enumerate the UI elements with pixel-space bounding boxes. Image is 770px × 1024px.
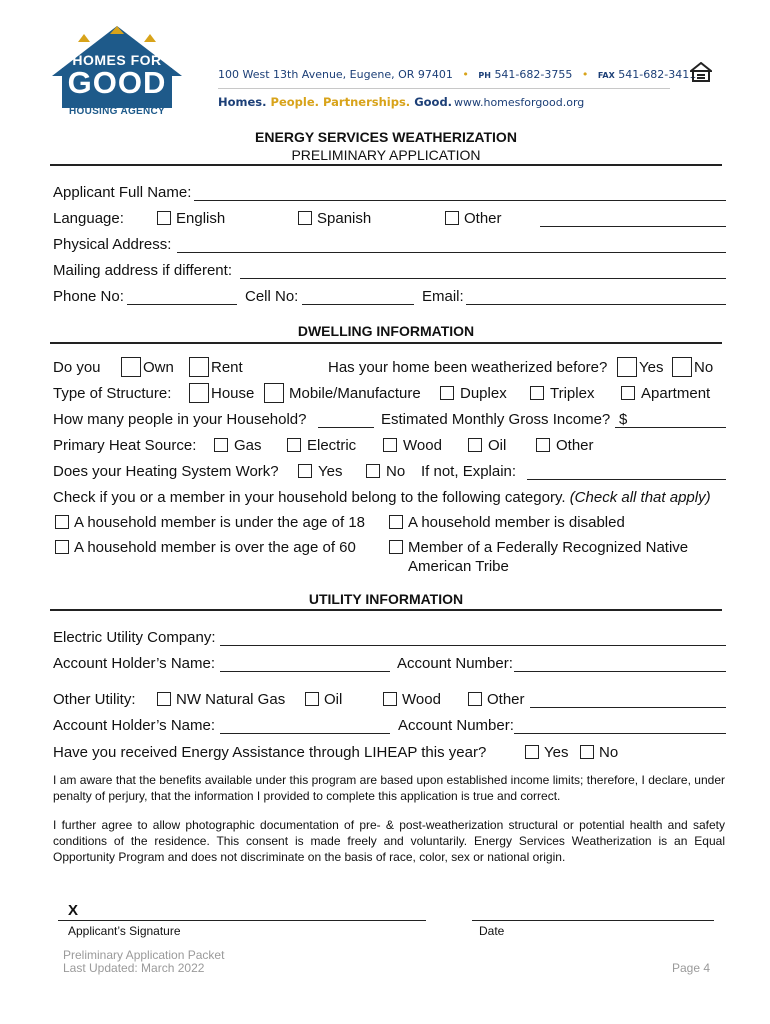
mobile-label: Mobile/Manufacture (289, 385, 421, 402)
mailing-address-field[interactable] (240, 278, 726, 279)
phone-label: Phone No: (53, 288, 124, 305)
dwelling-rule (50, 342, 722, 344)
phone-label: PH (478, 71, 491, 80)
utility-oil-label: Oil (324, 691, 343, 708)
tribe-checkbox[interactable] (389, 540, 403, 554)
over60-checkbox[interactable] (55, 540, 69, 554)
apartment-label: Apartment (641, 385, 711, 402)
declaration-paragraph: I am aware that the benefits available under this program are based upon established income limits; therefore, I declare, under penalty of perjury, that the information I provided to complete this application is true and correct. (53, 773, 725, 803)
lang-english-label: English (176, 210, 226, 227)
weatherized-no-label: No (694, 359, 714, 376)
lang-spanish-label: Spanish (317, 210, 372, 227)
structure-label: Type of Structure: (53, 385, 172, 402)
heating-yes-checkbox[interactable] (298, 464, 312, 478)
fax-label: FAX (597, 71, 615, 80)
agency-address: 100 West 13th Avenue, Eugene, OR 97401 (218, 68, 453, 81)
utility-rule (50, 609, 722, 611)
footer-packet: Preliminary Application Packet (63, 948, 225, 962)
lang-english-checkbox[interactable] (157, 211, 171, 225)
duplex-checkbox[interactable] (440, 386, 454, 400)
footer-updated: Last Updated: March 2022 (63, 961, 205, 975)
under18-checkbox[interactable] (55, 515, 69, 529)
utility-other-checkbox[interactable] (468, 692, 482, 706)
tag-good: Good. (414, 95, 453, 109)
utility-wood-label: Wood (402, 691, 441, 708)
lang-other-label: Other (464, 210, 502, 227)
nw-gas-checkbox[interactable] (157, 692, 171, 706)
date-label: Date (479, 924, 505, 938)
consent-paragraph: I further agree to allow photographic documentation of pre- & post-weatherization structural or potential health and safety conditions of the residence. This consent is made freely and voluntarily. Energy Services Weatherization is an Equal Opportunity Program and does not discriminate on the basis of race, color, sex or national origin. (53, 818, 725, 864)
logo-line1: HOMES FOR (72, 52, 162, 68)
lang-spanish-checkbox[interactable] (298, 211, 312, 225)
holder1-field[interactable] (220, 671, 390, 672)
own-label: Own (143, 359, 174, 376)
heating-yes-label: Yes (318, 463, 343, 480)
full-name-label: Applicant Full Name: (53, 184, 192, 201)
under18-label: A household member is under the age of 18 (74, 514, 366, 531)
rent-label: Rent (211, 359, 243, 376)
explain-field[interactable] (527, 479, 726, 480)
tag-people: People. (270, 95, 320, 109)
triplex-label: Triplex (550, 385, 595, 402)
rent-checkbox[interactable] (189, 357, 209, 377)
account2-label: Account Number: (398, 717, 514, 734)
logo-line3: HOUSING AGENCY (68, 106, 166, 117)
agency-contact-line (218, 68, 696, 81)
liheap-yes-checkbox[interactable] (525, 745, 539, 759)
full-name-field[interactable] (194, 200, 726, 201)
duplex-label: Duplex (460, 385, 507, 402)
email-field[interactable] (466, 304, 726, 305)
category-question-text: Check if you or a member in your household belong to the following category. (53, 489, 566, 506)
income-field[interactable] (615, 427, 726, 428)
check-all-note: (Check all that apply) (569, 489, 711, 506)
heat-wood-checkbox[interactable] (383, 438, 397, 452)
holder2-field[interactable] (220, 733, 390, 734)
house-checkbox[interactable] (189, 383, 209, 403)
email-label: Email: (422, 288, 464, 305)
utility-wood-checkbox[interactable] (383, 692, 397, 706)
signature-label: Applicant’s Signature (68, 924, 181, 938)
account1-field[interactable] (514, 671, 726, 672)
heating-works-question: Does your Heating System Work? (53, 463, 279, 480)
liheap-no-checkbox[interactable] (580, 745, 594, 759)
dwelling-heading: DWELLING INFORMATION (297, 323, 475, 339)
account2-field[interactable] (514, 733, 726, 734)
account1-label: Account Number: (397, 655, 513, 672)
electric-utility-field[interactable] (220, 645, 726, 646)
heat-wood-label: Wood (403, 437, 442, 454)
apartment-checkbox[interactable] (621, 386, 635, 400)
heat-oil-label: Oil (488, 437, 507, 454)
utility-other-field[interactable] (530, 707, 726, 708)
form-subtitle: PRELIMINARY APPLICATION (291, 147, 481, 163)
weatherized-yes-label: Yes (639, 359, 664, 376)
agency-fax: 541-682-3411 (618, 68, 697, 81)
house-label: House (211, 385, 255, 402)
date-field[interactable] (472, 920, 714, 921)
mobile-checkbox[interactable] (264, 383, 284, 403)
agency-website[interactable]: www.homesforgood.org (454, 96, 585, 109)
weatherized-yes-checkbox[interactable] (617, 357, 637, 377)
signature-x-mark: X (68, 902, 79, 919)
heat-oil-checkbox[interactable] (468, 438, 482, 452)
heating-no-checkbox[interactable] (366, 464, 380, 478)
page-number: Page 4 (672, 961, 711, 975)
utility-oil-checkbox[interactable] (305, 692, 319, 706)
disabled-label: A household member is disabled (408, 514, 625, 531)
logo-line2: GOOD (67, 65, 167, 100)
explain-label: If not, Explain: (421, 463, 517, 480)
other-utility-label: Other Utility: (53, 691, 136, 708)
heat-source-label: Primary Heat Source: (53, 437, 197, 454)
over60-label: A household member is over the age of 60 (74, 539, 356, 556)
heat-gas-checkbox[interactable] (214, 438, 228, 452)
agency-phone: 541-682-3755 (494, 68, 573, 81)
physical-address-field[interactable] (177, 252, 726, 253)
liheap-yes-label: Yes (544, 744, 569, 761)
cell-field[interactable] (302, 304, 414, 305)
lang-other-checkbox[interactable] (445, 211, 459, 225)
heat-electric-checkbox[interactable] (287, 438, 301, 452)
heat-electric-label: Electric (307, 437, 357, 454)
own-checkbox[interactable] (121, 357, 141, 377)
tribe-label-line2: American Tribe (408, 558, 509, 575)
lang-other-field[interactable] (540, 226, 726, 227)
language-label: Language: (53, 210, 124, 227)
utility-other-label: Other (487, 691, 525, 708)
do-you-label: Do you (53, 359, 101, 376)
triplex-checkbox[interactable] (530, 386, 544, 400)
tag-homes: Homes. (218, 95, 267, 109)
income-label: Estimated Monthly Gross Income? (381, 411, 611, 428)
liheap-question: Have you received Energy Assistance through LIHEAP this year? (53, 744, 487, 761)
header-divider (218, 88, 670, 89)
disabled-checkbox[interactable] (389, 515, 403, 529)
heat-other-label: Other (556, 437, 594, 454)
utility-heading: UTILITY INFORMATION (308, 591, 464, 607)
weatherized-no-checkbox[interactable] (672, 357, 692, 377)
bullet-sep: • (462, 68, 469, 81)
phone-field[interactable] (127, 304, 237, 305)
people-question: How many people in your Household? (53, 411, 307, 428)
dollar-sign: $ (619, 411, 628, 428)
weatherized-question: Has your home been weatherized before? (328, 359, 608, 376)
form-title: ENERGY SERVICES WEATHERIZATION (255, 129, 517, 145)
holder2-label: Account Holder’s Name: (53, 717, 216, 734)
mailing-address-label: Mailing address if different: (53, 262, 232, 279)
heat-other-checkbox[interactable] (536, 438, 550, 452)
agency-tagline (218, 95, 452, 109)
equal-housing-icon (690, 62, 712, 86)
liheap-no-label: No (599, 744, 619, 761)
physical-address-label: Physical Address: (53, 236, 172, 253)
title-rule (50, 164, 722, 166)
holder1-label: Account Holder’s Name: (53, 655, 216, 672)
tag-partnerships: Partnerships. (323, 95, 411, 109)
agency-logo (48, 24, 186, 120)
cell-label: Cell No: (245, 288, 299, 305)
bullet-sep-2: • (581, 68, 589, 81)
heat-gas-label: Gas (234, 437, 262, 454)
category-question (53, 489, 711, 507)
signature-field[interactable] (58, 920, 426, 921)
tribe-label-line1: Member of a Federally Recognized Native (408, 539, 689, 556)
heating-no-label: No (386, 463, 406, 480)
nw-gas-label: NW Natural Gas (176, 691, 286, 708)
people-field[interactable] (318, 427, 374, 428)
electric-utility-label: Electric Utility Company: (53, 629, 216, 646)
